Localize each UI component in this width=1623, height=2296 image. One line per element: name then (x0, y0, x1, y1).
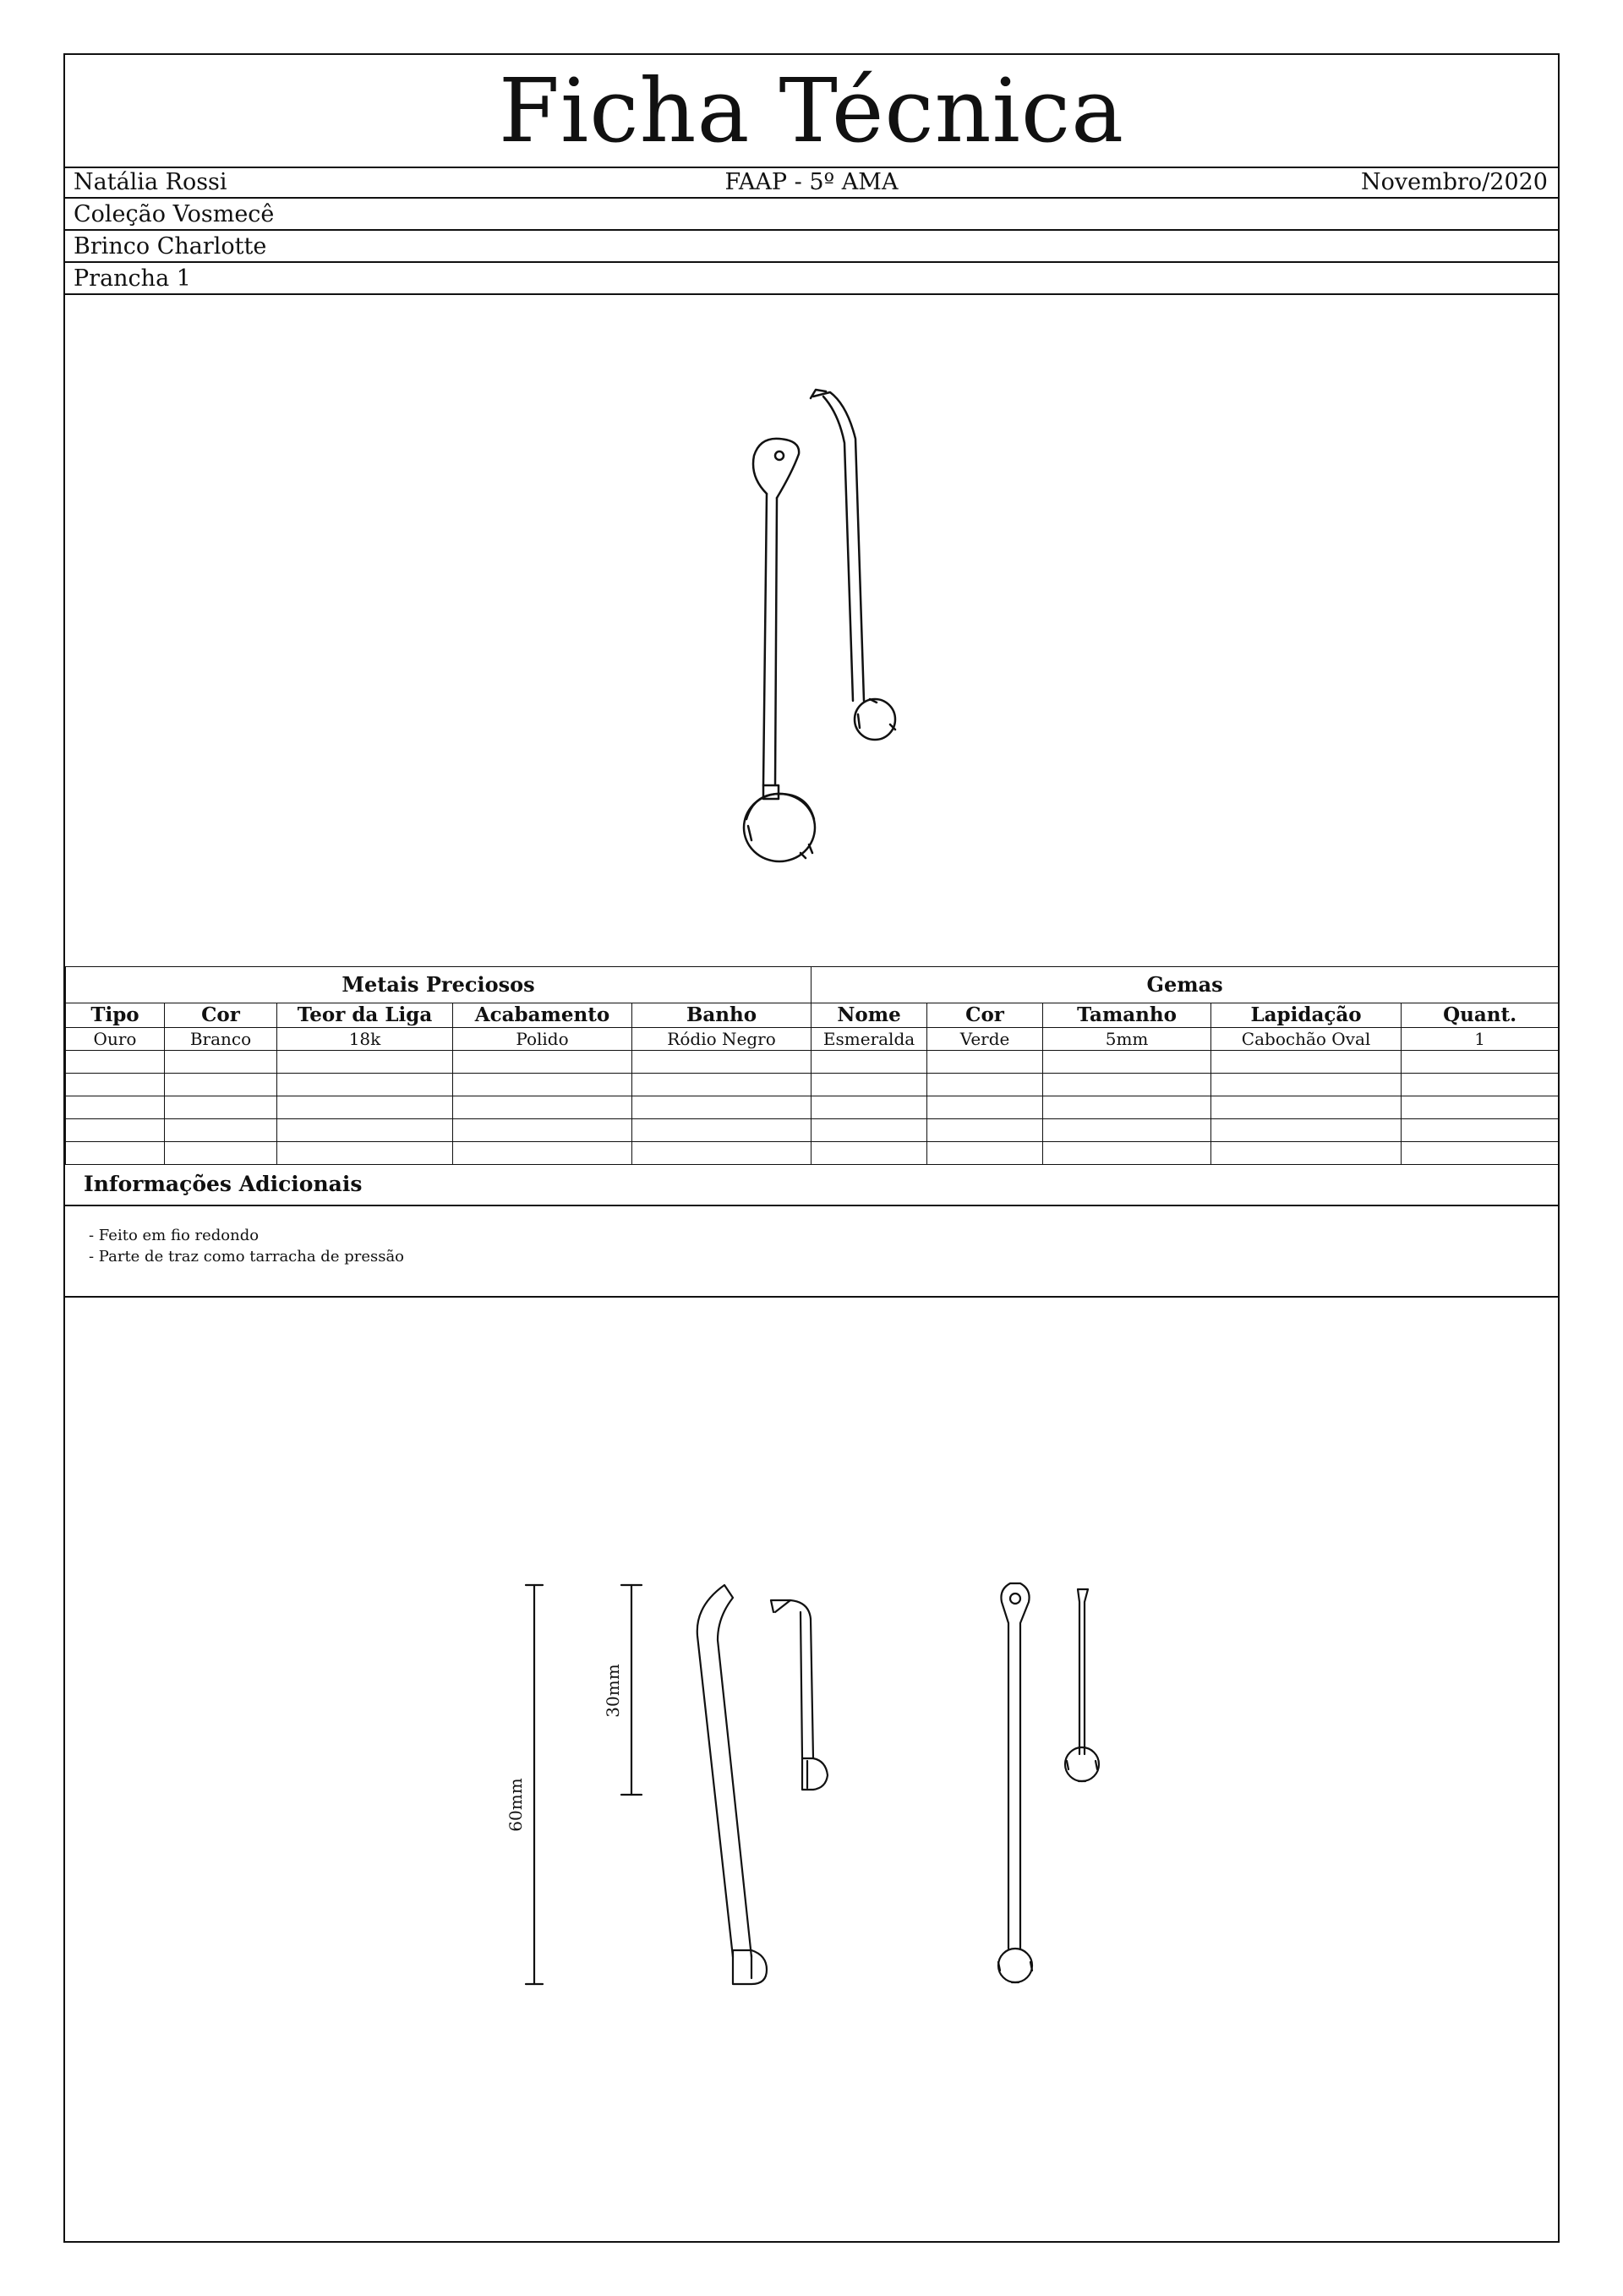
table-cell (165, 1142, 277, 1165)
col-header: Tipo (66, 1003, 165, 1028)
table-cell: Cabochão Oval (1211, 1028, 1402, 1051)
table-cell (1211, 1096, 1402, 1119)
table-cell (453, 1051, 632, 1074)
short-earring-wire (813, 392, 864, 701)
table-cell (453, 1074, 632, 1096)
table-cell (66, 1074, 165, 1096)
table-row (66, 1142, 1559, 1165)
table-cell (277, 1142, 453, 1165)
table-cell (927, 1051, 1043, 1074)
table-cell: Branco (165, 1028, 277, 1051)
table-cell (927, 1142, 1043, 1165)
table-cell (1043, 1119, 1211, 1142)
table-cell (1402, 1142, 1559, 1165)
table-cell (453, 1119, 632, 1142)
col-header: Quant. (1402, 1003, 1559, 1028)
table-cell (632, 1074, 812, 1096)
table-cell (453, 1096, 632, 1119)
note-item: - Feito em fio redondo (89, 1227, 260, 1244)
dimension-label-60: 60mm (505, 1778, 526, 1832)
info-row-author (65, 167, 1558, 199)
info-row-sheet (65, 263, 1558, 295)
table-cell (66, 1051, 165, 1074)
short-earring-front-view (1078, 1589, 1088, 1754)
short-earring-side-view (775, 1600, 813, 1758)
earring-dimension-drawing (65, 1298, 1558, 2241)
table-cell (1043, 1142, 1211, 1165)
table-cell (277, 1119, 453, 1142)
long-earring-front-view (1001, 1583, 1029, 1949)
table-cell (1211, 1142, 1402, 1165)
table-cell: Verde (927, 1028, 1043, 1051)
table-cell: Esmeralda (812, 1028, 927, 1051)
table-cell: 18k (277, 1028, 453, 1051)
table-cell (165, 1119, 277, 1142)
col-header: Acabamento (453, 1003, 632, 1028)
col-header: Cor (165, 1003, 277, 1028)
table-cell: Polido (453, 1028, 632, 1051)
table-cell (1043, 1051, 1211, 1074)
metals-group-header: Metais Preciosos (66, 967, 812, 1003)
table-row (66, 1074, 1559, 1096)
table-row (66, 1119, 1559, 1142)
table-cell (66, 1119, 165, 1142)
short-earring-stone (855, 699, 895, 740)
table-cell (1402, 1119, 1559, 1142)
course-label: FAAP - 5º AMA (724, 169, 899, 195)
table-cell: Ouro (66, 1028, 165, 1051)
collection-label: Coleção Vosmecê (74, 201, 275, 227)
dimension-label-30: 30mm (603, 1664, 623, 1718)
table-cell (812, 1119, 927, 1142)
table-cell (812, 1074, 927, 1096)
author-label: Natália Rossi (74, 169, 227, 195)
table-row (66, 1051, 1559, 1074)
page-title: Ficha Técnica (65, 55, 1558, 168)
piece-label: Brinco Charlotte (74, 233, 267, 260)
table-cell: 5mm (1043, 1028, 1211, 1051)
technical-sheet (63, 53, 1560, 2243)
long-earring-front-stone (998, 1949, 1032, 1982)
info-row-collection (65, 199, 1558, 231)
table-cell (632, 1051, 812, 1074)
table-cell (1402, 1074, 1559, 1096)
table-cell (453, 1142, 632, 1165)
gems-group-header: Gemas (812, 967, 1559, 1003)
col-header: Lapidação (1211, 1003, 1402, 1028)
additional-info-notes (65, 1206, 1558, 1298)
table-cell (1402, 1051, 1559, 1074)
date-label: Novembro/2020 (1361, 169, 1548, 195)
long-earring-wire (763, 494, 777, 785)
table-cell (277, 1096, 453, 1119)
table-cell (812, 1096, 927, 1119)
table-cell (66, 1142, 165, 1165)
long-earring-side-view (697, 1585, 751, 1957)
table-cell (277, 1051, 453, 1074)
table-cell (927, 1096, 1043, 1119)
table-cell (66, 1096, 165, 1119)
earring-perspective-drawing (65, 295, 1558, 966)
table-row (66, 1096, 1559, 1119)
additional-info-heading: Informações Adicionais (65, 1162, 1558, 1206)
specification-table (65, 966, 1559, 1165)
table-header-row (66, 1003, 1559, 1028)
table-cell (165, 1051, 277, 1074)
note-item: - Parte de traz como tarracha de pressão (89, 1248, 405, 1266)
table-cell (927, 1119, 1043, 1142)
table-cell (165, 1096, 277, 1119)
table-cell (927, 1074, 1043, 1096)
table-cell (1211, 1074, 1402, 1096)
long-earring-hole (775, 451, 784, 460)
col-header: Tamanho (1043, 1003, 1211, 1028)
table-cell (1043, 1096, 1211, 1119)
col-header: Teor da Liga (277, 1003, 453, 1028)
table-cell (1402, 1096, 1559, 1119)
table-cell (1043, 1074, 1211, 1096)
table-cell (1211, 1051, 1402, 1074)
table-group-row (66, 967, 1559, 1003)
table-cell (277, 1074, 453, 1096)
table-cell: 1 (1402, 1028, 1559, 1051)
col-header: Nome (812, 1003, 927, 1028)
table-cell (812, 1051, 927, 1074)
table-row (66, 1028, 1559, 1051)
table-cell (812, 1142, 927, 1165)
table-cell (1211, 1119, 1402, 1142)
info-row-piece (65, 231, 1558, 263)
long-earring-head (753, 439, 799, 498)
table-cell (165, 1074, 277, 1096)
col-header: Banho (632, 1003, 812, 1028)
col-header: Cor (927, 1003, 1043, 1028)
short-earring-front-stone (1065, 1747, 1099, 1781)
table-cell (632, 1119, 812, 1142)
table-cell: Ródio Negro (632, 1028, 812, 1051)
table-cell (632, 1142, 812, 1165)
table-cell (632, 1096, 812, 1119)
sheet-label: Prancha 1 (74, 265, 191, 292)
